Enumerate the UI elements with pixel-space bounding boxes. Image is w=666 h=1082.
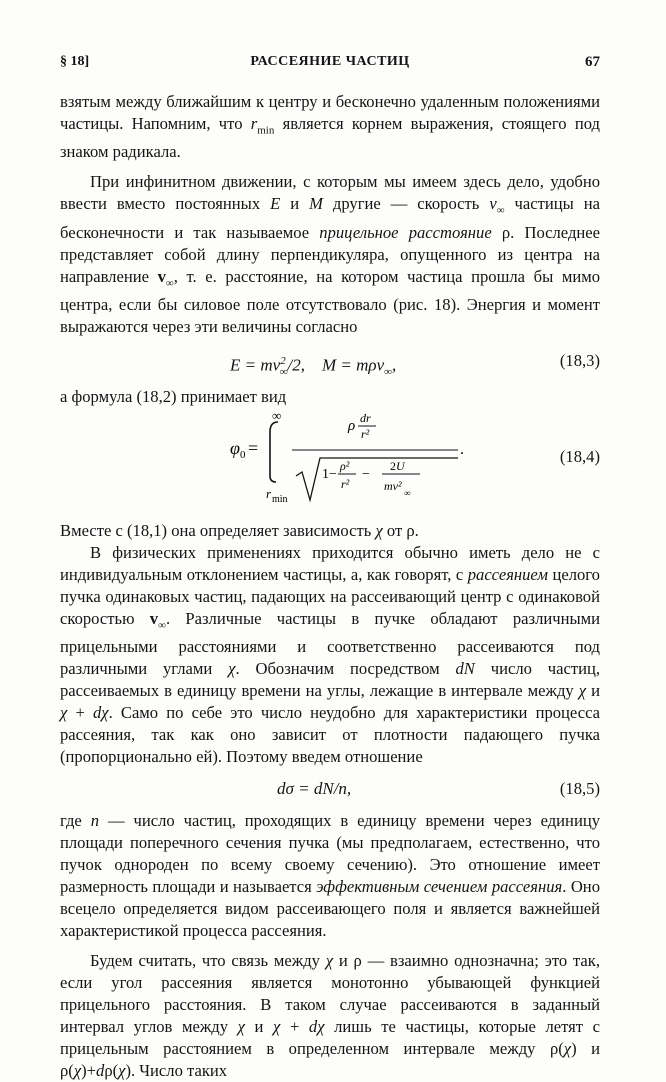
svg-text:−: −	[362, 466, 370, 482]
svg-text:r²: r²	[361, 426, 370, 441]
paragraph-3: а формула (18,2) принимает вид	[60, 386, 287, 406]
equation-18-5	[60, 772, 600, 808]
svg-text:1−: 1−	[322, 466, 337, 482]
equation-18-4	[60, 408, 600, 520]
paragraph-5: В физических применениях приходится обычно иметь дело не с индивидуальным отклонением частицы, а, как говорят, с рассеянием целого пучка одинаковых частиц, падающих на рассеивающий центр с одинаковой скоростью $v_\infty$. Различные частицы в пучке обладают различными прицельными расстояниями и соответственно рассеиваются под различными углами χ. Обозначим посредством dN число частиц, рассеиваемых в единицу времени на углы, лежащие в интервале между χ и χ + dχ. Само по себе это число неудобно для характеристики процесса рассеяния, так как оно зависит от плотности падающего пучка (пропорционально ей). Поэтому введем отношение	[60, 542, 601, 767]
svg-text:dr: dr	[360, 410, 371, 425]
page-body	[60, 91, 600, 1082]
svg-text:r: r	[266, 485, 272, 501]
running-title: РАССЕЯНИЕ ЧАСТИЦ	[250, 54, 410, 69]
paragraph-4: Вместе с (18,1) она определяет зависимость χ от ρ.	[60, 520, 419, 540]
svg-text:r²: r²	[341, 476, 350, 491]
equation-18-5-formula: dσ = dN/n,	[277, 779, 352, 799]
svg-text:ρ²: ρ²	[340, 458, 350, 473]
equation-18-3-number: (18,3)	[559, 350, 600, 370]
svg-text:φ: φ	[230, 437, 240, 458]
svg-text:min: min	[272, 493, 288, 505]
svg-text:0: 0	[240, 448, 246, 461]
svg-text:mv²: mv²	[384, 478, 402, 493]
svg-text:∞: ∞	[404, 487, 411, 498]
svg-text:ρ: ρ	[348, 417, 356, 434]
equation-18-5-number: (18,5)	[559, 779, 600, 799]
svg-text:.: .	[460, 440, 464, 458]
paragraph-6: где n — число частиц, проходящих в единицу времени через единицу площади поперечного сечения пучка (мы предполагаем, естественно, что пучок однороден по всему своему сечению). Это отношение имеет размерность площади и называется эффективным сечением рассеяния. Оно всецело определяется видом рассеивающего поля и является важнейшей характеристикой процесса рассеяния.	[60, 811, 600, 941]
svg-text:2U: 2U	[390, 458, 405, 473]
paragraph-7: Будем считать, что связь между χ и ρ — взаимно однозначна; это так, если угол рассеяния является монотонно убывающей функцией прицельного расстояния. В таком случае рассеиваются в заданный интервал углов между χ и χ + dχ лишь те частицы, которые летят с прицельным расстоянием в определенном интервале между ρ(χ) и ρ(χ)+dρ(χ). Число таких	[60, 951, 601, 1081]
section-marker: § 18]	[60, 54, 90, 69]
equation-18-4-number: (18,4)	[559, 446, 600, 466]
paragraph-2: При инфинитном движении, с которым мы имеем здесь дело, удобно ввести вместо постоянных E и M другие — скорость $v_\infty$ частицы на бесконечности и так называемое прицельное расстояние ρ. Последнее представляет собой длину перпендикуляра, опущенного из центра на направление $v_\infty$, т. е. расстояние, на котором частица прошла бы мимо центра, если бы силовое поле отсутствовало (рис. 18). Энергия и момент выражаются через эти величины согласно	[60, 172, 601, 336]
running-header	[60, 54, 600, 78]
equation-18-3-formula: $E = mv^2_\infty/2$, M = mρv$_\infty$,	[230, 354, 397, 378]
page-number: 67	[585, 54, 600, 70]
svg-text:=: =	[248, 437, 259, 458]
paragraph-1: взятым между ближайшим к центру и бесконечно удаленным положениями частицы. Напомним, что $r_{min}$ является корнем выражения, стоящего под знаком радикала.	[60, 92, 600, 162]
svg-text:∞: ∞	[272, 407, 282, 423]
equation-18-4-formula	[220, 408, 480, 520]
equation-18-3	[60, 342, 600, 382]
